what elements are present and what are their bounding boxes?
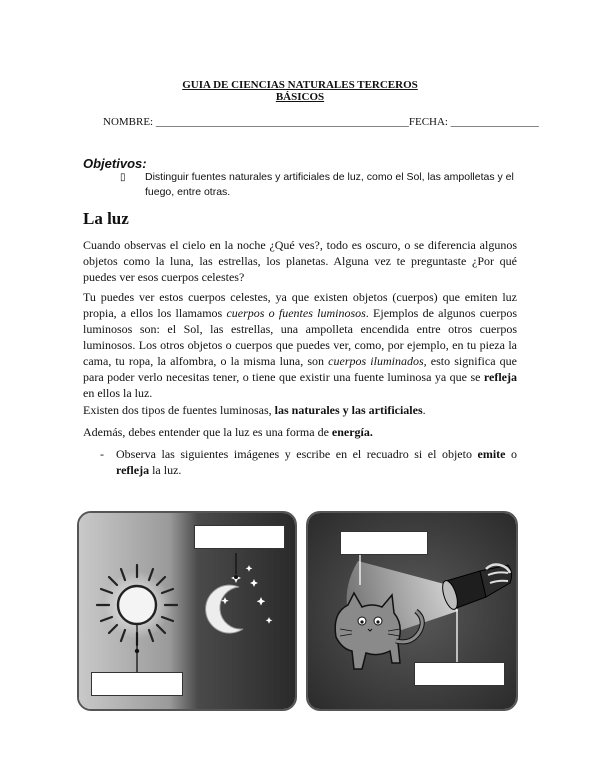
p2-text-a: Tu puedes ver estos cuerpos celestes, ya que existen objetos (cuerpos) que emiten luz propia, a ellos los llamamos [83,290,517,320]
name-field-label: NOMBRE: ______________________________________________ [103,116,409,128]
p2-text-c: . Ejemplos de algunos cuerpos luminosos son: el Sol, las estrellas, una ampolleta encendida entre otros cuerpos luminosos. Los otros objetos o cuerpos que puedes ver, como, por ejemplo, en tu pieza la cama, tu ropa, la alfombra, o la misma luna, son [83,306,518,368]
objectives-heading: Objetivos: [83,156,147,171]
worksheet-title [0,79,600,103]
instruction-text-c: o [505,447,518,461]
p2-term-luminous: cuerpos o fuentes luminosos [226,306,366,320]
paragraph-luminous-bodies [83,289,517,401]
flashlight-answer-box[interactable] [340,531,428,555]
sun-answer-box[interactable] [91,672,183,696]
instruction-item [100,446,517,478]
name-date-row [103,116,539,128]
p2-text-g: en ellos la luz. [83,386,153,400]
list-dash: - [100,447,104,461]
instruction-text [116,446,517,478]
instruction-term-emits: emite [477,447,506,461]
moon-answer-box[interactable] [194,525,285,549]
p4-text-a: Además, debes entender que la luz es una forma de [83,425,332,439]
paragraph-intro: Cuando observas el cielo en la noche ¿Qué ves?, todo es oscuro, o se diferencia algunos objetos como la luna, las estrellas, los planetas. Alguna vez te preguntaste ¿Por qué puedes ver esos cuerpos celestes? [83,238,517,284]
objective-bullet-icon: ▯ [120,172,126,183]
title-line-1: GUIA DE CIENCIAS NATURALES TERCEROS [182,79,418,91]
p3-text-c: . [422,403,426,417]
cat-answer-box[interactable] [414,662,505,686]
moon-pointer-dot [234,575,238,579]
flashlight-cat-illustration [306,511,518,711]
objective-text: Distinguir fuentes naturales y artificiales de luz, como el Sol, las ampolletas y el fuego, entre otras. [145,171,514,198]
paragraph-energy [83,424,517,440]
instruction-text-e: la luz. [149,463,182,477]
sun-moon-illustration [77,511,297,711]
sun-pointer-dot [135,649,139,653]
p2-term-illuminated: cuerpos iluminados, [328,354,427,368]
p2-term-reflects: refleja [483,370,517,384]
paragraph-light-sources [83,402,517,418]
p3-term-sources: las naturales y las artificiales [274,403,423,417]
section-title: La luz [83,209,129,228]
instruction-text-a: Observa las siguientes imágenes y escribe en el recuadro si el objeto [116,447,478,461]
title-line-2: BÁSICOS [275,91,325,103]
p2-text-e: esto significa que para poder verlo necesitas tener, o tiene que existir una fuente luminosa ya que se [83,354,517,384]
instruction-term-reflects: refleja [116,463,150,477]
p4-term-energy: energía. [331,425,373,439]
p3-text-a: Existen dos tipos de fuentes luminosas, [83,403,275,417]
date-field-label: FECHA: ________________ [408,116,539,128]
